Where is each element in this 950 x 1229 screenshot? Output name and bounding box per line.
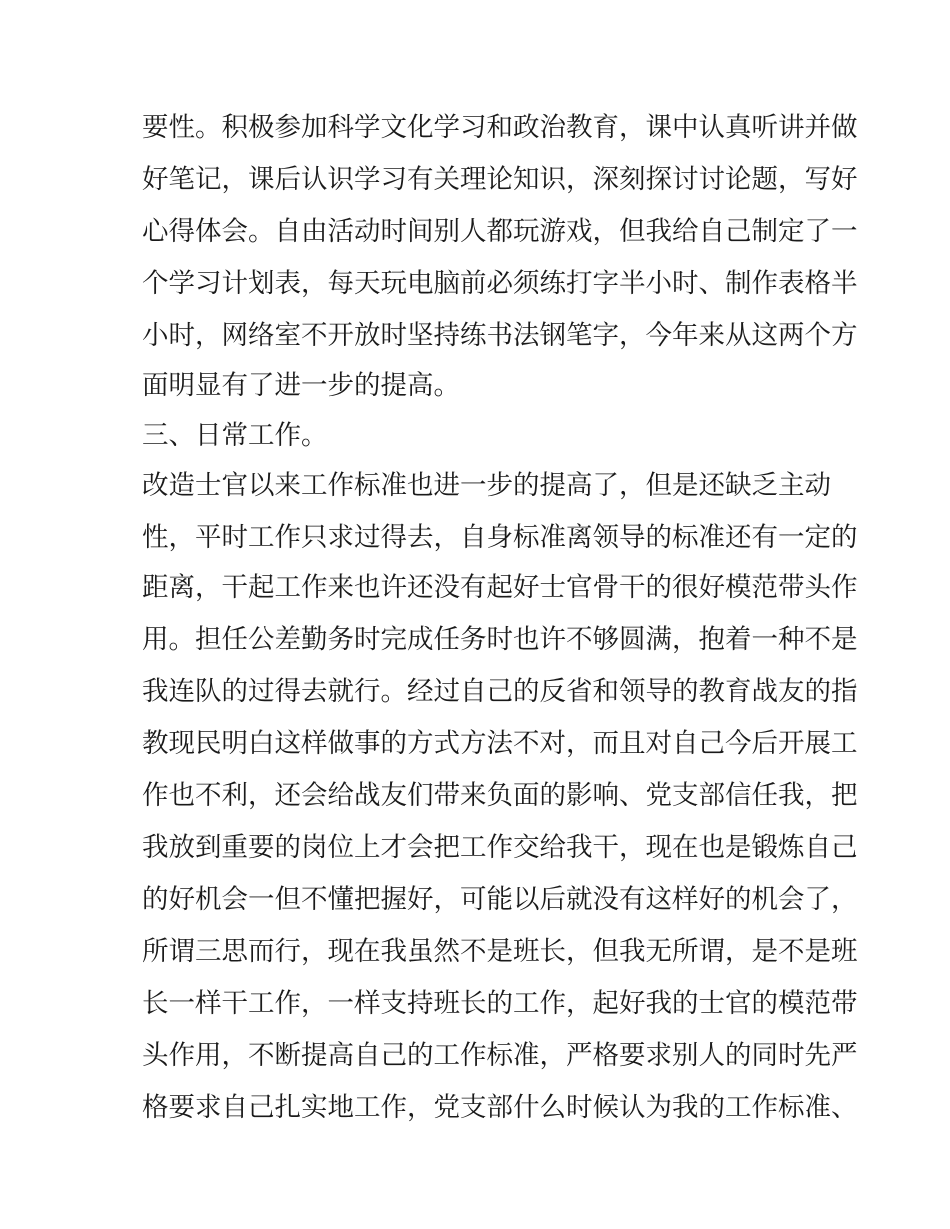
text-line: 距离，干起工作来也许还没有起好士官骨干的很好模范带头作 [142, 572, 858, 603]
text-line: 面明显有了进一步的提高。 [142, 370, 460, 401]
text-line: 的好机会一但不懂把握好，可能以后就没有这样好的机会了， [142, 884, 858, 915]
text-line: 作也不利，还会给战友们带来负面的影响、党支部信任我，把 [142, 780, 858, 811]
text-line: 我放到重要的岗位上才会把工作交给我干，现在也是锻炼自己 [142, 832, 858, 863]
section-heading: 三、日常工作。 [142, 420, 328, 451]
text-line: 格要求自己扎实地工作，党支部什么时候认为我的工作标准、 [142, 1092, 858, 1123]
text-line: 长一样干工作，一样支持班长的工作，起好我的士官的模范带 [142, 988, 858, 1019]
text-line: 头作用，不断提高自己的工作标准，严格要求别人的同时先严 [142, 1040, 858, 1071]
text-line: 个学习计划表，每天玩电脑前必须练打字半小时、制作表格半 [142, 268, 858, 299]
text-line: 改造士官以来工作标准也进一步的提高了，但是还缺乏主动 [142, 470, 831, 501]
text-line: 要性。积极参加科学文化学习和政治教育，课中认真听讲并做 [142, 112, 858, 143]
text-line: 好笔记，课后认识学习有关理论知识，深刻探讨讨论题，写好 [142, 164, 858, 195]
text-line: 所谓三思而行，现在我虽然不是班长，但我无所谓，是不是班 [142, 936, 858, 967]
text-line: 性，平时工作只求过得去，自身标准离领导的标准还有一定的 [142, 522, 858, 553]
text-line: 心得体会。自由活动时间别人都玩游戏，但我给自己制定了一 [142, 216, 858, 247]
text-line: 用。担任公差勤务时完成任务时也许不够圆满，抱着一种不是 [142, 624, 858, 655]
text-line: 小时，网络室不开放时坚持练书法钢笔字，今年来从这两个方 [142, 320, 858, 351]
text-line: 我连队的过得去就行。经过自己的反省和领导的教育战友的指 [142, 676, 858, 707]
text-line: 教现民明白这样做事的方式方法不对，而且对自己今后开展工 [142, 728, 858, 759]
